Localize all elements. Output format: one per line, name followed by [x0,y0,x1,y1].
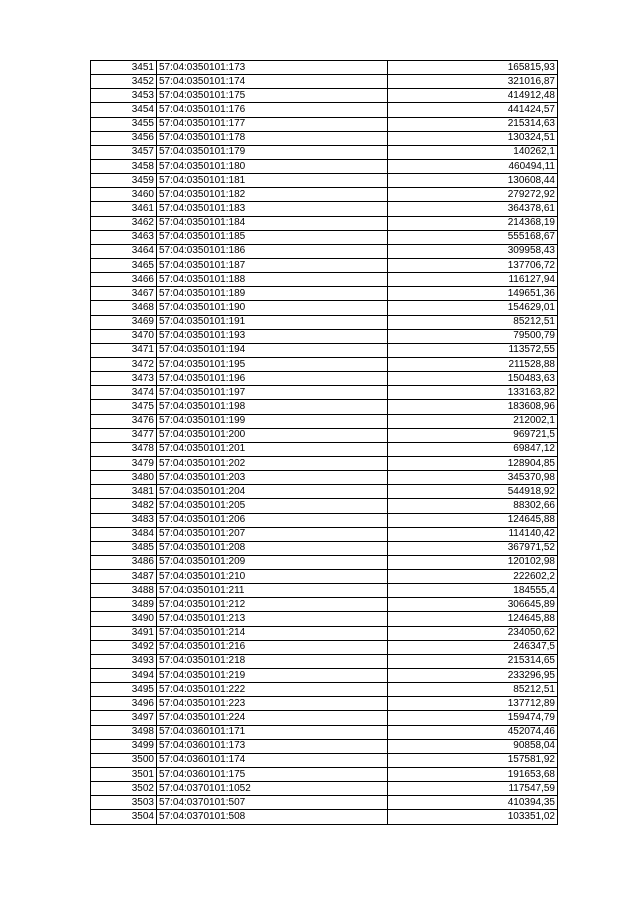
value-cell: 159474,79 [388,711,558,725]
cadastral-number-cell: 57:04:0350101:187 [157,258,388,272]
cadastral-number-cell: 57:04:0350101:219 [157,669,388,683]
cadastral-number-cell: 57:04:0350101:223 [157,697,388,711]
cadastral-number-cell: 57:04:0350101:183 [157,202,388,216]
cadastral-number-cell: 57:04:0370101:1052 [157,782,388,796]
row-number-cell: 3457 [91,145,157,159]
value-cell: 149651,36 [388,287,558,301]
value-cell: 116127,94 [388,273,558,287]
table-row [91,711,558,725]
row-number-cell: 3467 [91,287,157,301]
row-number-cell: 3495 [91,683,157,697]
value-cell: 154629,01 [388,301,558,315]
table-row [91,753,558,767]
row-number-cell: 3470 [91,329,157,343]
row-number-cell: 3501 [91,768,157,782]
cadastral-number-cell: 57:04:0350101:175 [157,89,388,103]
value-cell: 969721,5 [388,428,558,442]
cadastral-number-cell: 57:04:0350101:181 [157,174,388,188]
value-cell: 124645,88 [388,612,558,626]
value-cell: 191653,68 [388,768,558,782]
cadastral-number-cell: 57:04:0350101:218 [157,654,388,668]
row-number-cell: 3456 [91,131,157,145]
value-cell: 345370,98 [388,471,558,485]
row-number-cell: 3460 [91,188,157,202]
cadastral-number-cell: 57:04:0350101:198 [157,400,388,414]
cadastral-number-cell: 57:04:0350101:193 [157,329,388,343]
value-cell: 90858,04 [388,739,558,753]
table-row [91,640,558,654]
cadastral-number-cell: 57:04:0350101:191 [157,315,388,329]
table-row [91,188,558,202]
table-row [91,570,558,584]
row-number-cell: 3489 [91,598,157,612]
value-cell: 85212,51 [388,683,558,697]
cadastral-number-cell: 57:04:0350101:197 [157,386,388,400]
value-cell: 544918,92 [388,485,558,499]
value-cell: 137706,72 [388,258,558,272]
value-cell: 165815,93 [388,61,558,75]
table-row [91,796,558,810]
row-number-cell: 3483 [91,513,157,527]
table-row [91,471,558,485]
table-body [91,61,558,825]
cadastral-number-cell: 57:04:0350101:205 [157,499,388,513]
row-number-cell: 3500 [91,753,157,767]
table-row [91,216,558,230]
cadastral-number-cell: 57:04:0350101:201 [157,442,388,456]
row-number-cell: 3472 [91,357,157,371]
table-row [91,61,558,75]
row-number-cell: 3481 [91,485,157,499]
value-cell: 246347,5 [388,640,558,654]
value-cell: 79500,79 [388,329,558,343]
value-cell: 211528,88 [388,357,558,371]
cadastral-number-cell: 57:04:0350101:194 [157,343,388,357]
table-row [91,626,558,640]
row-number-cell: 3462 [91,216,157,230]
cadastral-number-cell: 57:04:0350101:186 [157,244,388,258]
row-number-cell: 3452 [91,75,157,89]
value-cell: 233296,95 [388,669,558,683]
cadastral-number-cell: 57:04:0350101:173 [157,61,388,75]
table-row [91,273,558,287]
value-cell: 88302,66 [388,499,558,513]
table-row [91,654,558,668]
row-number-cell: 3496 [91,697,157,711]
cadastral-number-cell: 57:04:0350101:209 [157,555,388,569]
value-cell: 309958,43 [388,244,558,258]
table-row [91,343,558,357]
cadastral-number-cell: 57:04:0350101:212 [157,598,388,612]
value-cell: 140262,1 [388,145,558,159]
table-row [91,400,558,414]
value-cell: 215314,65 [388,654,558,668]
table-row [91,159,558,173]
table-row [91,456,558,470]
table-row [91,89,558,103]
row-number-cell: 3479 [91,456,157,470]
table-row [91,697,558,711]
row-number-cell: 3497 [91,711,157,725]
cadastral-number-cell: 57:04:0350101:202 [157,456,388,470]
value-cell: 234050,62 [388,626,558,640]
table-row [91,244,558,258]
table-row [91,103,558,117]
table-row [91,513,558,527]
table-row [91,386,558,400]
cadastral-number-cell: 57:04:0350101:174 [157,75,388,89]
cadastral-number-cell: 57:04:0350101:200 [157,428,388,442]
cadastral-number-cell: 57:04:0350101:182 [157,188,388,202]
value-cell: 150483,63 [388,372,558,386]
row-number-cell: 3498 [91,725,157,739]
row-number-cell: 3458 [91,159,157,173]
value-cell: 114140,42 [388,527,558,541]
value-cell: 214368,19 [388,216,558,230]
cadastral-number-cell: 57:04:0360101:175 [157,768,388,782]
table-row [91,669,558,683]
table-row [91,287,558,301]
row-number-cell: 3490 [91,612,157,626]
row-number-cell: 3493 [91,654,157,668]
cadastral-number-cell: 57:04:0370101:508 [157,810,388,824]
table-row [91,315,558,329]
table-row [91,414,558,428]
table-row [91,683,558,697]
cadastral-value-table [90,60,558,825]
table-row [91,442,558,456]
table-row [91,782,558,796]
row-number-cell: 3459 [91,174,157,188]
value-cell: 124645,88 [388,513,558,527]
value-cell: 452074,46 [388,725,558,739]
row-number-cell: 3463 [91,230,157,244]
cadastral-number-cell: 57:04:0360101:174 [157,753,388,767]
table-row [91,485,558,499]
cadastral-number-cell: 57:04:0350101:179 [157,145,388,159]
value-cell: 117547,59 [388,782,558,796]
table-row [91,810,558,824]
cadastral-number-cell: 57:04:0350101:208 [157,541,388,555]
value-cell: 69847,12 [388,442,558,456]
value-cell: 414912,48 [388,89,558,103]
value-cell: 130608,44 [388,174,558,188]
row-number-cell: 3503 [91,796,157,810]
row-number-cell: 3474 [91,386,157,400]
value-cell: 133163,82 [388,386,558,400]
value-cell: 128904,85 [388,456,558,470]
cadastral-number-cell: 57:04:0370101:507 [157,796,388,810]
table-row [91,258,558,272]
cadastral-number-cell: 57:04:0350101:190 [157,301,388,315]
row-number-cell: 3454 [91,103,157,117]
table-row [91,612,558,626]
value-cell: 410394,35 [388,796,558,810]
cadastral-number-cell: 57:04:0350101:180 [157,159,388,173]
value-cell: 222602,2 [388,570,558,584]
row-number-cell: 3469 [91,315,157,329]
cadastral-number-cell: 57:04:0350101:195 [157,357,388,371]
value-cell: 306645,89 [388,598,558,612]
cadastral-number-cell: 57:04:0360101:171 [157,725,388,739]
cadastral-number-cell: 57:04:0350101:184 [157,216,388,230]
row-number-cell: 3466 [91,273,157,287]
cadastral-number-cell: 57:04:0350101:206 [157,513,388,527]
table-row [91,131,558,145]
table-row [91,230,558,244]
cadastral-number-cell: 57:04:0350101:178 [157,131,388,145]
table-row [91,499,558,513]
cadastral-number-cell: 57:04:0350101:210 [157,570,388,584]
row-number-cell: 3451 [91,61,157,75]
cadastral-number-cell: 57:04:0350101:185 [157,230,388,244]
row-number-cell: 3478 [91,442,157,456]
row-number-cell: 3455 [91,117,157,131]
value-cell: 130324,51 [388,131,558,145]
value-cell: 183608,96 [388,400,558,414]
row-number-cell: 3485 [91,541,157,555]
value-cell: 364378,61 [388,202,558,216]
row-number-cell: 3494 [91,669,157,683]
row-number-cell: 3491 [91,626,157,640]
table-row [91,174,558,188]
table-row [91,145,558,159]
table-row [91,75,558,89]
table-row [91,584,558,598]
cadastral-number-cell: 57:04:0350101:188 [157,273,388,287]
value-cell: 279272,92 [388,188,558,202]
value-cell: 321016,87 [388,75,558,89]
row-number-cell: 3499 [91,739,157,753]
row-number-cell: 3476 [91,414,157,428]
value-cell: 460494,11 [388,159,558,173]
row-number-cell: 3484 [91,527,157,541]
row-number-cell: 3461 [91,202,157,216]
value-cell: 212002,1 [388,414,558,428]
row-number-cell: 3475 [91,400,157,414]
table-row [91,428,558,442]
table-row [91,555,558,569]
row-number-cell: 3504 [91,810,157,824]
row-number-cell: 3464 [91,244,157,258]
row-number-cell: 3473 [91,372,157,386]
row-number-cell: 3480 [91,471,157,485]
row-number-cell: 3468 [91,301,157,315]
value-cell: 157581,92 [388,753,558,767]
cadastral-number-cell: 57:04:0350101:222 [157,683,388,697]
table-row [91,202,558,216]
cadastral-number-cell: 57:04:0350101:207 [157,527,388,541]
table-row [91,739,558,753]
value-cell: 555168,67 [388,230,558,244]
cadastral-number-cell: 57:04:0350101:177 [157,117,388,131]
cadastral-number-cell: 57:04:0350101:224 [157,711,388,725]
table-row [91,372,558,386]
row-number-cell: 3487 [91,570,157,584]
cadastral-number-cell: 57:04:0350101:213 [157,612,388,626]
table-row [91,725,558,739]
row-number-cell: 3482 [91,499,157,513]
cadastral-number-cell: 57:04:0350101:214 [157,626,388,640]
table-row [91,357,558,371]
cadastral-number-cell: 57:04:0350101:216 [157,640,388,654]
value-cell: 103351,02 [388,810,558,824]
cadastral-number-cell: 57:04:0350101:189 [157,287,388,301]
table-row [91,527,558,541]
row-number-cell: 3488 [91,584,157,598]
value-cell: 441424,57 [388,103,558,117]
value-cell: 120102,98 [388,555,558,569]
row-number-cell: 3486 [91,555,157,569]
row-number-cell: 3465 [91,258,157,272]
cadastral-number-cell: 57:04:0350101:211 [157,584,388,598]
row-number-cell: 3477 [91,428,157,442]
table-row [91,598,558,612]
row-number-cell: 3471 [91,343,157,357]
value-cell: 137712,89 [388,697,558,711]
table-row [91,768,558,782]
cadastral-number-cell: 57:04:0350101:176 [157,103,388,117]
table-row [91,541,558,555]
cadastral-number-cell: 57:04:0350101:204 [157,485,388,499]
table-row [91,301,558,315]
row-number-cell: 3492 [91,640,157,654]
value-cell: 113572,55 [388,343,558,357]
table-row [91,329,558,343]
row-number-cell: 3502 [91,782,157,796]
value-cell: 367971,52 [388,541,558,555]
cadastral-number-cell: 57:04:0350101:196 [157,372,388,386]
cadastral-number-cell: 57:04:0350101:203 [157,471,388,485]
cadastral-number-cell: 57:04:0350101:199 [157,414,388,428]
value-cell: 184555,4 [388,584,558,598]
table-row [91,117,558,131]
row-number-cell: 3453 [91,89,157,103]
cadastral-number-cell: 57:04:0360101:173 [157,739,388,753]
value-cell: 85212,51 [388,315,558,329]
value-cell: 215314,63 [388,117,558,131]
